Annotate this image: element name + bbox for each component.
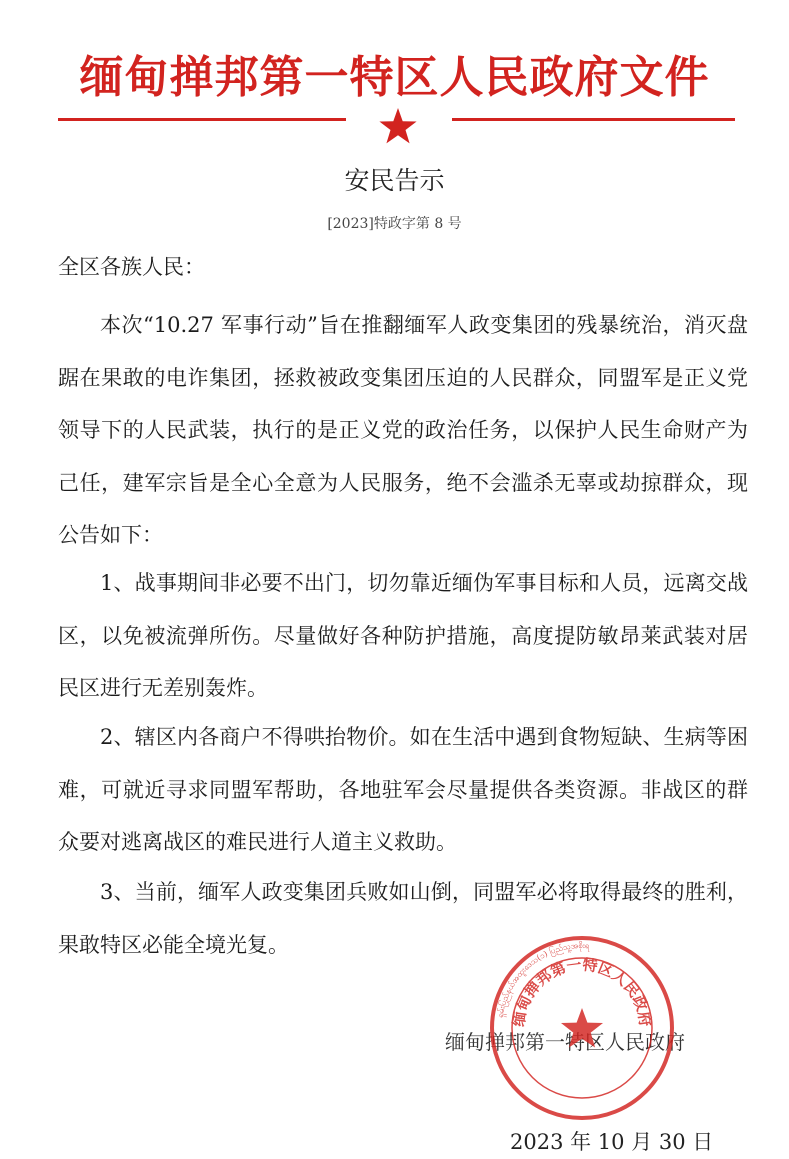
header-rule-left <box>58 118 346 121</box>
salutation: 全区各族人民： <box>58 255 205 279</box>
paragraph-item-3: 3、当前，缅军人政变集团兵败如山倒，同盟军必将取得最终的胜利，果敢特区必能全境光复。 <box>58 880 748 957</box>
header-rule-right <box>452 118 735 121</box>
red-star-icon <box>378 106 418 146</box>
paragraph-item-2: 2、辖区内各商户不得哄抬物价。如在生活中遇到食物短缺、生病等困难，可就近寻求同盟军帮助，各地驻军会尽量提供各类资源。非战区的群众要对逃离战区的难民进行人道主义救助。 <box>58 725 748 854</box>
issue-date: 2023 年 10 月 30 日 <box>510 1130 714 1154</box>
seal-outer-text-path: ရှမ်းပြည်နယ်အထူးဒေသ(၁) ပြည်သူ့အစိုးရ <box>495 940 590 1019</box>
official-seal <box>488 934 676 1122</box>
paragraph-item-1: 1、战事期间非必要不出门，切勿靠近缅伪军事目标和人员，远离交战区，以免被流弹所伤。尽量做好各种防护措施，高度提防敏昂莱武装对居民区进行无差别轰炸。 <box>58 571 748 700</box>
seal-inner-text-path: 缅甸掸邦第一特区人民政府 <box>509 955 655 1028</box>
document-title: 安民告示 <box>344 166 445 195</box>
paragraph-intro: 本次“10.27 军事行动”旨在推翻缅军人政变集团的残暴统治，消灭盘踞在果敢的电诈集团，拯救被政变集团压迫的人民群众，同盟军是正义党领导下的人民武装，执行的是正义党的政治任务，以保护人民生命财产为己任，建军宗旨是全心全意为人民服务，绝不会滥杀无辜或劫掠群众，现公告如下： <box>58 313 748 547</box>
issuer-signature: 缅甸掸邦第一特区人民政府 <box>445 1030 685 1054</box>
document-number: [2023]特政字第 8 号 <box>327 216 462 232</box>
seal-star-icon <box>561 1008 603 1048</box>
document-header-title: 缅甸掸邦第一特区人民政府文件 <box>79 52 710 103</box>
